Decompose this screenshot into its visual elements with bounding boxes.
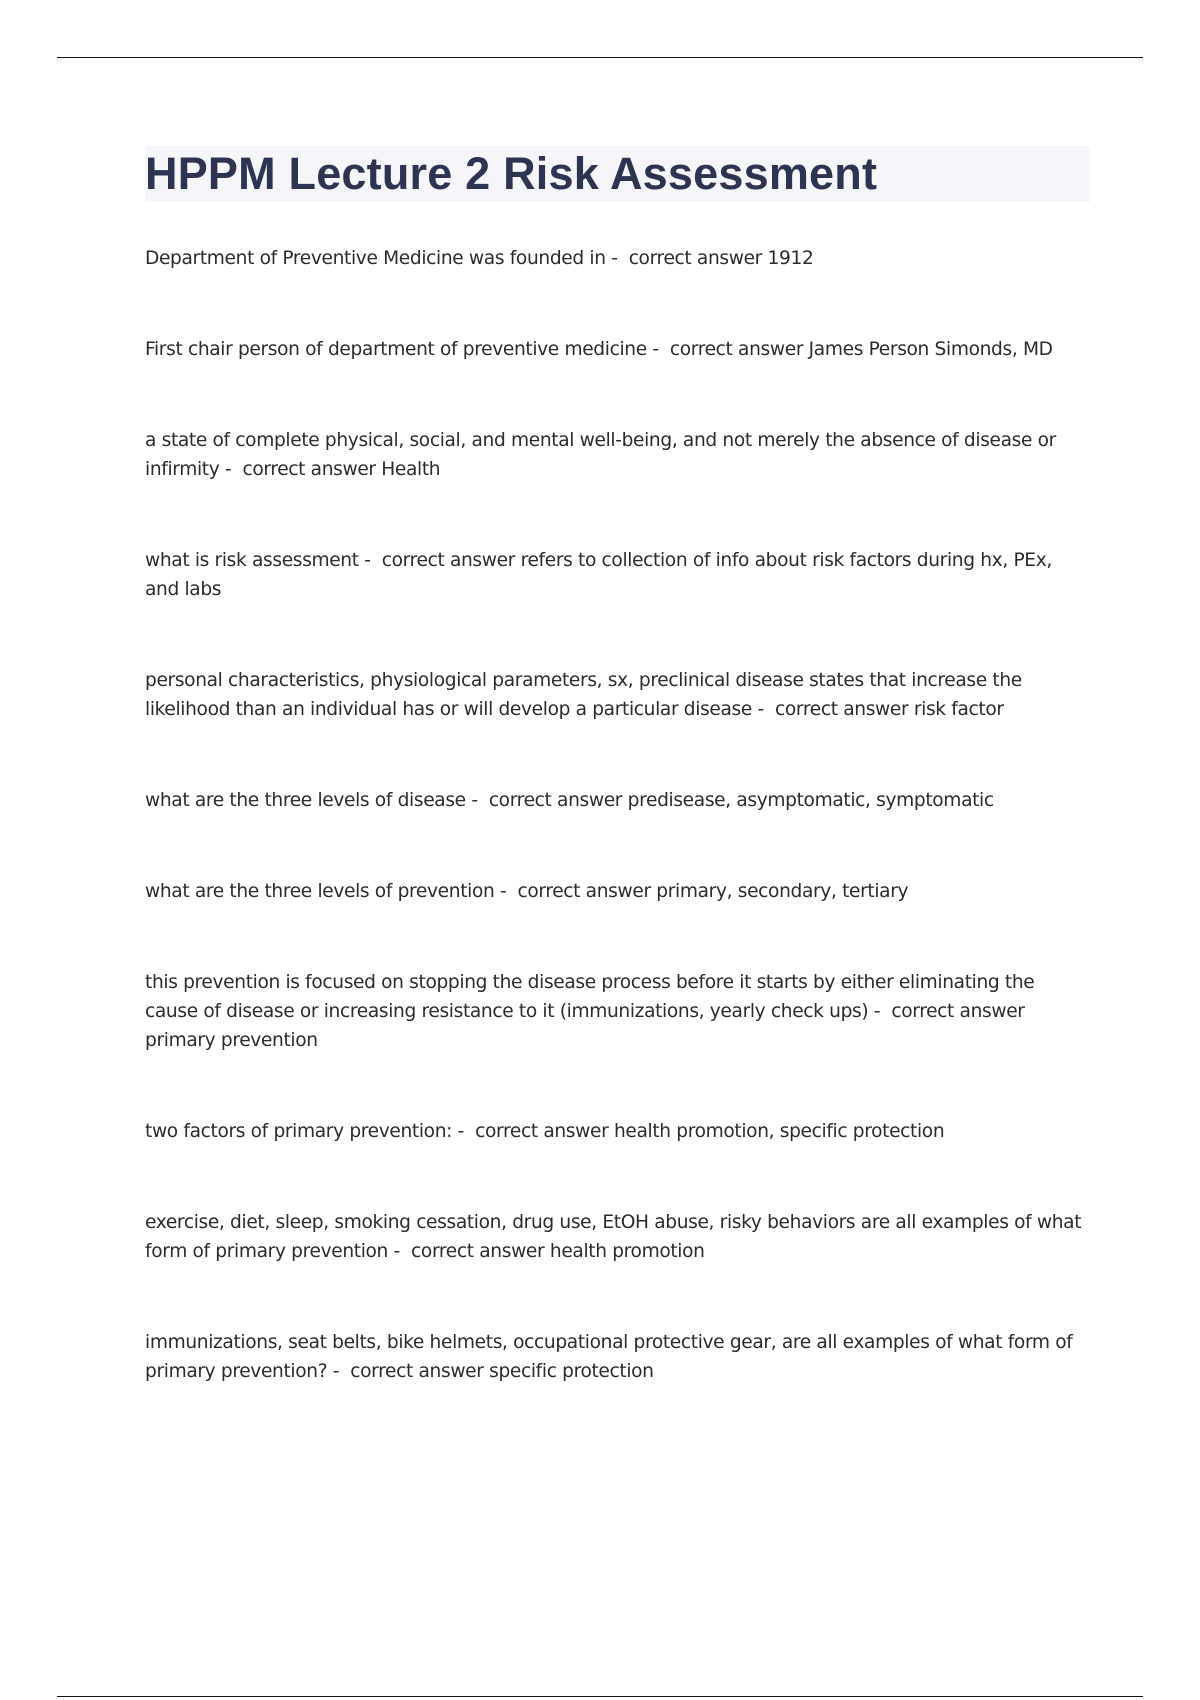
qa-answer: correct answer refers to collection of info about risk factors during hx, PEx, and labs: [145, 550, 1052, 600]
qa-question: this prevention is focused on stopping the disease process before it starts by either eliminating the cause of disease or increasing resistance to it (immunizations, yearly check ups): [145, 972, 1035, 1022]
qa-separator: -: [494, 881, 518, 902]
qa-item: [145, 546, 1090, 604]
qa-answer: correct answer health promotion: [411, 1241, 705, 1262]
title-banner: [145, 146, 1090, 202]
top-divider: [57, 57, 1143, 58]
qa-question: two factors of primary prevention:: [145, 1121, 453, 1142]
qa-question: Department of Preventive Medicine was founded in: [145, 248, 606, 269]
qa-separator: -: [327, 1361, 351, 1382]
qa-answer: correct answer specific protection: [350, 1361, 654, 1382]
qa-item: [145, 426, 1090, 484]
qa-question: personal characteristics, physiological parameters, sx, preclinical disease states that increase the likelihood than an individual has or will develop a particular disease: [145, 670, 1022, 720]
qa-separator: -: [388, 1241, 412, 1262]
qa-separator: -: [219, 459, 243, 480]
qa-question: what are the three levels of prevention: [145, 881, 495, 902]
qa-list: [145, 244, 1090, 1448]
qa-question: a state of complete physical, social, and mental well-being, and not merely the absence of disease or infirmity: [145, 430, 1056, 480]
qa-question: immunizations, seat belts, bike helmets, occupational protective gear, are all examples of what form of primary prevention?: [145, 1332, 1073, 1382]
qa-answer: correct answer James Person Simonds, MD: [669, 339, 1053, 360]
qa-question: what is risk assessment: [145, 550, 359, 571]
qa-item: [145, 1117, 1090, 1146]
qa-separator: -: [452, 1121, 476, 1142]
qa-separator: -: [646, 339, 670, 360]
qa-separator: -: [358, 550, 382, 571]
qa-item: [145, 877, 1090, 906]
qa-answer: correct answer primary, secondary, tertiary: [517, 881, 909, 902]
qa-item: [145, 1208, 1090, 1266]
qa-item: [145, 335, 1090, 364]
qa-answer: correct answer predisease, asymptomatic, symptomatic: [488, 790, 994, 811]
qa-question: exercise, diet, sleep, smoking cessation, drug use, EtOH abuse, risky behaviors are all examples of what form of primary prevention: [145, 1212, 1082, 1262]
qa-answer: correct answer 1912: [628, 248, 814, 269]
qa-separator: -: [751, 699, 776, 720]
qa-separator: -: [465, 790, 489, 811]
qa-item: [145, 968, 1090, 1055]
qa-answer: correct answer health promotion, specific protection: [475, 1121, 945, 1142]
qa-item: [145, 786, 1090, 815]
qa-answer: correct answer Health: [242, 459, 441, 480]
page-title: HPPM Lecture 2 Risk Assessment: [145, 148, 878, 199]
qa-item: [145, 244, 1090, 273]
qa-answer: correct answer risk factor: [775, 699, 1004, 720]
qa-separator: -: [605, 248, 629, 269]
qa-item: [145, 1328, 1090, 1386]
qa-question: what are the three levels of disease: [145, 790, 466, 811]
qa-answer: correct answer primary prevention: [145, 1001, 1025, 1051]
qa-item: [145, 666, 1090, 724]
qa-separator: -: [868, 1001, 892, 1022]
bottom-divider: [57, 1696, 1143, 1697]
qa-question: First chair person of department of preventive medicine: [145, 339, 647, 360]
